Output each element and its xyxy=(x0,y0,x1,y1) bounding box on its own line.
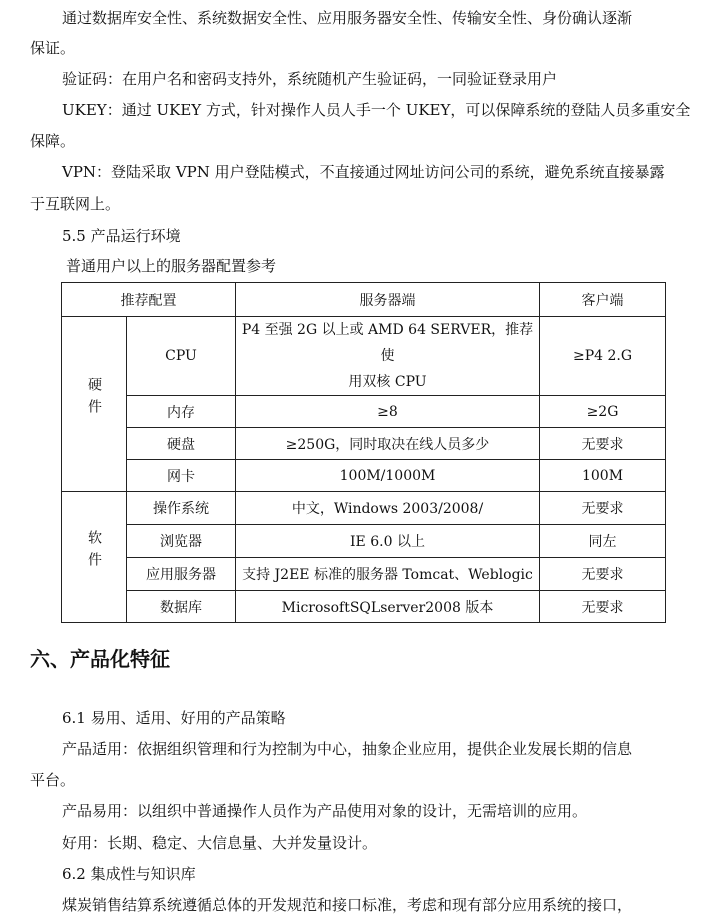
software-category xyxy=(62,492,127,623)
row-server: ≥8 xyxy=(236,396,540,428)
row-item: CPU xyxy=(127,317,236,396)
row-client: 无要求 xyxy=(540,492,666,525)
table-row xyxy=(62,492,666,525)
paragraph-captcha: 验证码：在用户名和密码支持外，系统随机产生验证码，一同验证登录用户 xyxy=(62,70,558,88)
row-client: ≥2G xyxy=(540,396,666,428)
hardware-label: 硬件 xyxy=(86,377,102,421)
row-server xyxy=(236,317,540,396)
paragraph-vpn-line1: VPN：登陆采取 VPN 用户登陆模式，不直接通过网址访问公司的系统，避免系统直接暴露 xyxy=(62,163,665,181)
cpu-server-line1: P4 至强 2G 以上或 AMD 64 SERVER，推荐使 xyxy=(241,322,534,364)
row-client: 无要求 xyxy=(540,428,666,460)
row-item: 硬盘 xyxy=(127,428,236,460)
table-row xyxy=(62,428,666,460)
row-client: 同左 xyxy=(540,525,666,558)
row-item: 内存 xyxy=(127,396,236,428)
table-header-row xyxy=(62,283,666,317)
section-6-2-title: 6.2 集成性与知识库 xyxy=(62,865,196,883)
row-item: 应用服务器 xyxy=(127,558,236,591)
row-client: 100M xyxy=(540,460,666,492)
row-item: 操作系统 xyxy=(127,492,236,525)
server-config-table xyxy=(61,282,666,623)
paragraph-applicable-line2: 平台。 xyxy=(30,771,76,789)
row-server: IE 6.0 以上 xyxy=(236,525,540,558)
paragraph-security-line1: 通过数据库安全性、系统数据安全性、应用服务器安全性、传输安全性、身份确认逐渐 xyxy=(62,9,633,27)
table-row xyxy=(62,558,666,591)
hardware-category xyxy=(62,317,127,492)
paragraph-ukey-line1: UKEY：通过 UKEY 方式，针对操作人员人手一个 UKEY，可以保障系统的登陆人员多重安全 xyxy=(62,101,691,119)
row-client: 无要求 xyxy=(540,591,666,623)
row-server: ≥250G，同时取决在线人员多少 xyxy=(236,428,540,460)
row-item: 网卡 xyxy=(127,460,236,492)
row-client: 无要求 xyxy=(540,558,666,591)
table-row xyxy=(62,591,666,623)
row-server: 支持 J2EE 标准的服务器 Tomcat、Weblogic xyxy=(236,558,540,591)
software-label: 软件 xyxy=(86,530,102,574)
paragraph-vpn-line2: 于互联网上。 xyxy=(30,195,121,213)
row-item: 数据库 xyxy=(127,591,236,623)
header-recommended-config: 推荐配置 xyxy=(62,283,236,317)
paragraph-ukey-line2: 保障。 xyxy=(30,132,76,150)
table-row xyxy=(62,317,666,396)
row-client: ≥P4 2.G xyxy=(540,317,666,396)
paragraph-integration: 煤炭销售结算系统遵循总体的开发规范和接口标准，考虑和现有部分应用系统的接口， xyxy=(62,896,633,914)
paragraph-security-line2: 保证。 xyxy=(30,39,76,57)
paragraph-easy-to-use: 产品易用：以组织中普通操作人员作为产品使用对象的设计，无需培训的应用。 xyxy=(62,802,588,820)
section-6-1-title: 6.1 易用、适用、好用的产品策略 xyxy=(62,709,286,727)
header-client-side: 客户端 xyxy=(540,283,666,317)
table-row xyxy=(62,460,666,492)
header-server-side: 服务器端 xyxy=(236,283,540,317)
row-item: 浏览器 xyxy=(127,525,236,558)
table-caption: 普通用户以上的服务器配置参考 xyxy=(66,257,277,275)
paragraph-applicable-line1: 产品适用：依据组织管理和行为控制为中心，抽象企业应用，提供企业发展长期的信息 xyxy=(62,740,633,758)
row-server: MicrosoftSQLserver2008 版本 xyxy=(236,591,540,623)
table-row xyxy=(62,525,666,558)
row-server: 中文，Windows 2003/2008/ xyxy=(236,492,540,525)
table-row xyxy=(62,396,666,428)
paragraph-good-to-use: 好用：长期、稳定、大信息量、大并发量设计。 xyxy=(62,834,378,852)
section-6-heading: 六、产品化特征 xyxy=(30,647,170,671)
cpu-server-line2: 用双核 CPU xyxy=(348,374,427,390)
section-5-5-title: 5.5 产品运行环境 xyxy=(62,227,181,245)
row-server: 100M/1000M xyxy=(236,460,540,492)
